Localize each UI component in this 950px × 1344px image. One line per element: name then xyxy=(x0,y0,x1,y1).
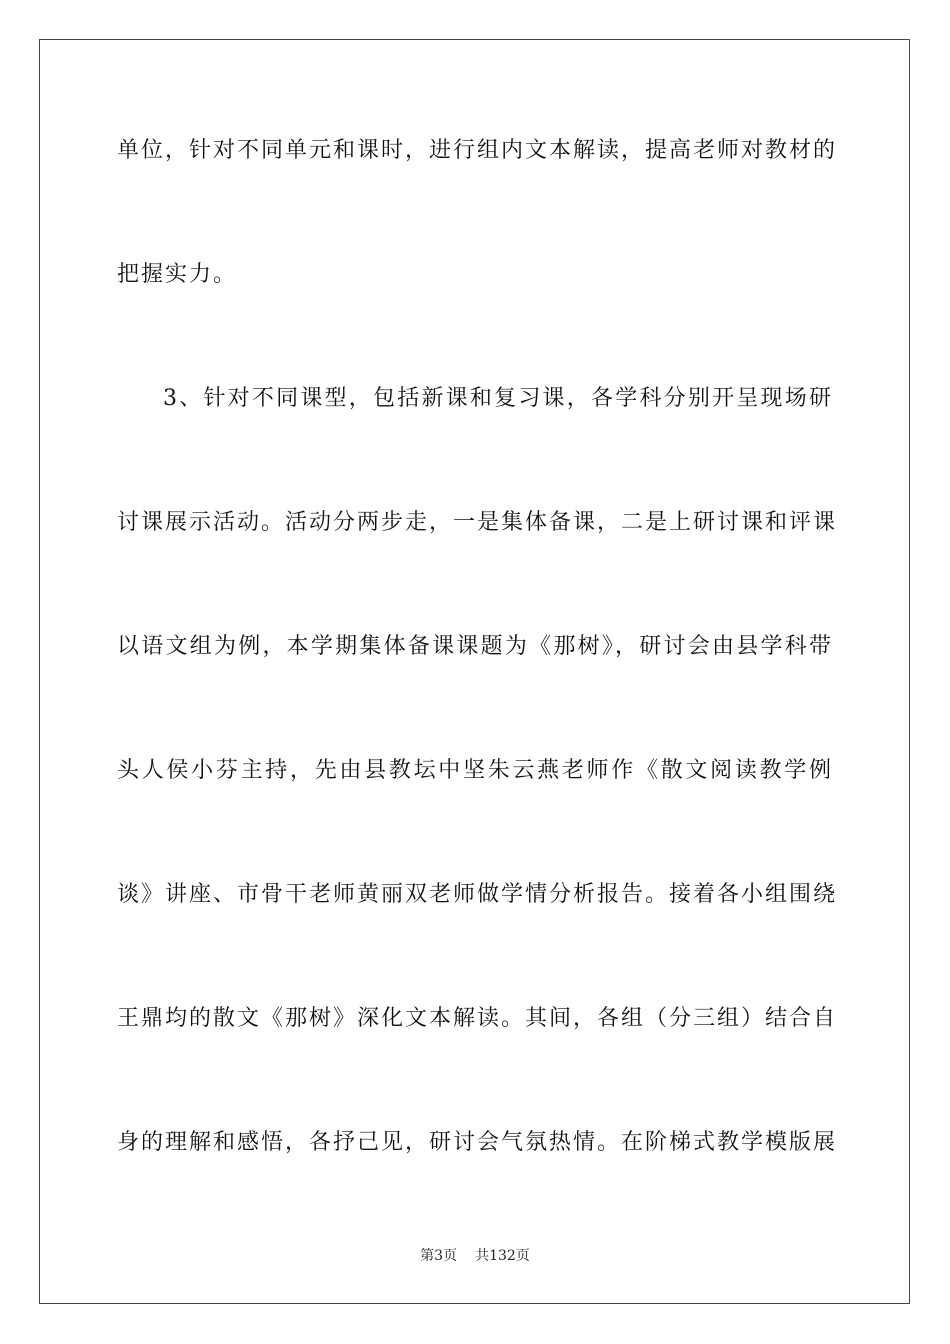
body-line-9: 身的理解和感悟，各抒己见，研讨会气氛热情。在阶梯式教学模版展 xyxy=(117,1130,838,1155)
body-line-1: 单位，针对不同单元和课时，进行组内文本解读，提高老师对教材的 xyxy=(117,138,838,163)
page-total: 共132页 xyxy=(475,1248,530,1264)
body-line-3: 3、针对不同课型，包括新课和复习课，各学科分别开呈现场研 xyxy=(163,386,833,411)
page-number: 第3页 xyxy=(420,1248,458,1264)
body-line-2: 把握实力。 xyxy=(117,262,238,287)
body-line-4: 讨课展示活动。活动分两步走，一是集体备课，二是上研讨课和评课 xyxy=(117,510,838,535)
body-line-8: 王鼎均的散文《那树》深化文本解读。其间，各组（分三组）结合自 xyxy=(117,1006,838,1031)
body-line-7: 谈》讲座、市骨干老师黄丽双老师做学情分析报告。接着各小组围绕 xyxy=(117,882,838,907)
page-footer xyxy=(0,1246,950,1266)
page-frame xyxy=(39,39,910,1304)
body-line-5: 以语文组为例，本学期集体备课课题为《那树》，研讨会由县学科带 xyxy=(117,634,833,659)
body-line-6: 头人侯小芬主持，先由县教坛中坚朱云燕老师作《散文阅读教学例 xyxy=(117,758,833,783)
